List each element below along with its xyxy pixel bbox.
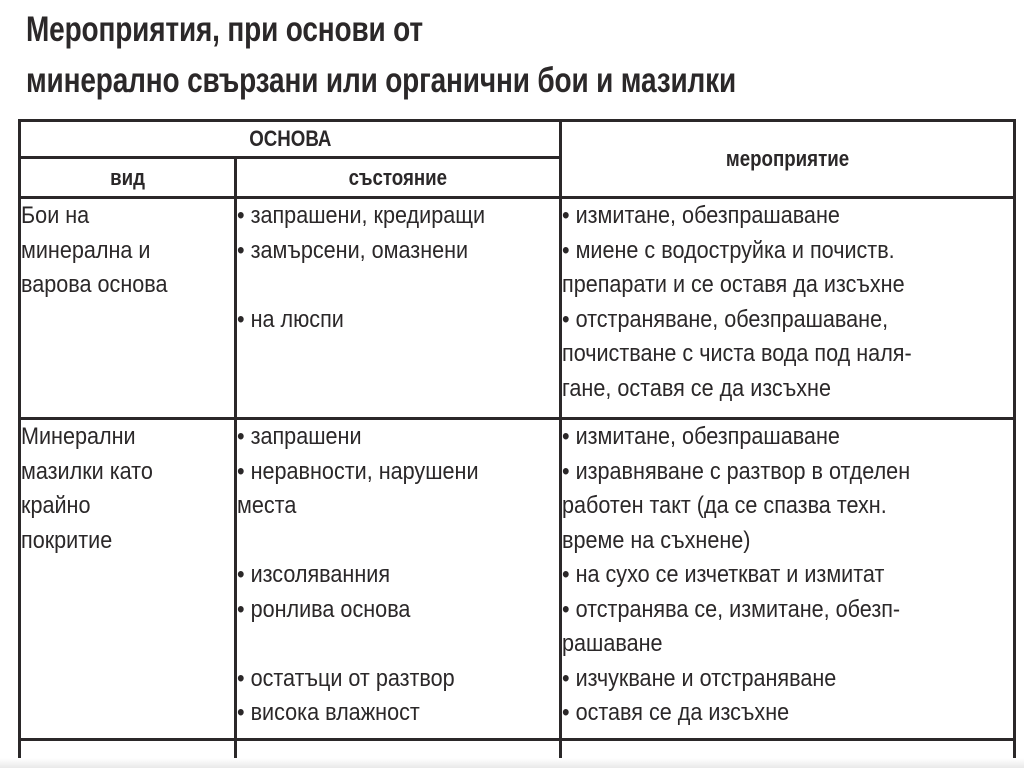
row1-type-cell [20, 198, 236, 419]
title-line-1: Мероприятия, при основи от [26, 10, 423, 49]
row2-condition-cell [236, 419, 561, 740]
row2-measure-line: • изравняване с разтвор в отделен [562, 457, 911, 485]
header-type [20, 158, 236, 198]
row2-measure-line: • изчукване и отстраняване [562, 664, 837, 692]
row2-measure-line: рашаване [562, 630, 663, 657]
measures-table [18, 119, 1016, 761]
row1-type-line: варова основа [21, 271, 168, 298]
row2-condition-line: • ронлива основа [237, 595, 411, 623]
row2-measure-line: време на съхнене) [562, 526, 751, 554]
table-row [20, 198, 1015, 419]
row2-condition-line: • неравности, нарушени [237, 457, 479, 485]
row1-measure-line: • миене с водоструйка и почиств. [562, 236, 895, 264]
row1-condition-gap [237, 268, 559, 303]
row2-measure-cell [561, 419, 1015, 740]
header-base-label: ОСНОВА [248, 126, 332, 151]
page-edge-shadow [0, 758, 1024, 768]
row2-measure-line: работен такт (да се спазва техн. [562, 492, 887, 519]
row2-measure-line: • на сухо се изчеткват и измитат [562, 561, 885, 588]
row2-condition-line: места [237, 492, 297, 519]
header-condition [236, 158, 561, 198]
row1-condition-cell [236, 198, 561, 419]
row1-measure-line: препарати и се оставя да изсъхне [562, 271, 905, 298]
header-base [20, 121, 561, 158]
row2-type-line: мазилки като [21, 457, 153, 485]
row2-condition-line: • остатъци от разтвор [237, 664, 455, 692]
table-row [20, 419, 1015, 740]
title-line-2: минерално свързани или органични бои и мазилки [26, 61, 737, 100]
row1-condition-line: • замърсени, омазнени [237, 236, 469, 264]
row2-type-line: покритие [21, 526, 113, 554]
header-measure [561, 121, 1015, 198]
row2-measure-line: • оставя се да изсъхне [562, 699, 790, 726]
page-title [26, 4, 736, 106]
row1-condition-line: • запрашени, кредиращи [237, 202, 486, 229]
row1-measure-line: почистване с чиста вода под наля- [562, 340, 912, 367]
row1-measure-cell [561, 198, 1015, 419]
row1-type-line: минерална и [21, 236, 151, 264]
row1-measure-line: • отстраняване, обезпрашаване, [562, 305, 889, 333]
header-measure-label: мероприятие [725, 146, 850, 171]
row1-type-line: Бои на [21, 202, 90, 229]
row2-measure-line: • измитане, обезпрашаване [562, 423, 840, 450]
row1-measure-line: • измитане, обезпрашаване [562, 202, 840, 229]
row2-condition-gap [237, 524, 559, 559]
row2-condition-line: • изсоляванния [237, 561, 391, 588]
row2-condition-gap [237, 627, 559, 662]
row2-measure-line: • отстранява се, измитане, обезп- [562, 595, 901, 623]
row1-measure-line: гане, оставя се да изсъхне [562, 374, 831, 402]
row1-condition-line: • на люспи [237, 305, 344, 333]
row2-condition-line: • висока влажност [237, 699, 420, 726]
header-row-top [20, 121, 1015, 158]
row2-type-cell [20, 419, 236, 740]
row2-condition-line: • запрашени [237, 423, 362, 450]
header-type-label: вид [110, 164, 145, 190]
row2-type-line: Минерални [21, 423, 136, 450]
header-condition-label: състояние [348, 164, 448, 190]
row2-type-line: крайно [21, 492, 91, 519]
